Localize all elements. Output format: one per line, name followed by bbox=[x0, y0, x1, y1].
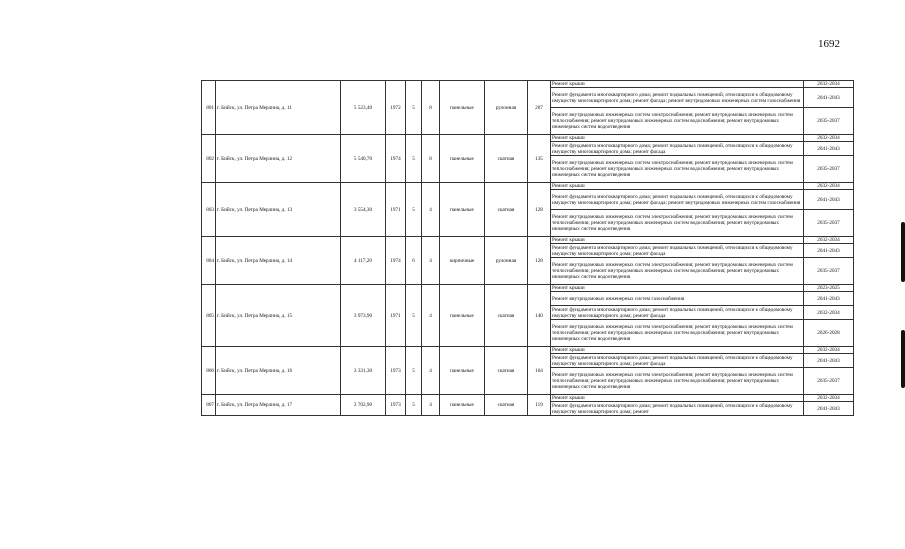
house-number: 803 bbox=[202, 183, 216, 237]
roof-type: скатная bbox=[485, 347, 528, 395]
repair-work-description: Ремонт фундамента многоквартирного дома; ремонт подвальных помещений, относящихся к общедомовому имуществу многоквартирного дома; ремонт фасада bbox=[551, 244, 804, 258]
wall-material: кирпичные bbox=[440, 237, 485, 285]
build-year: 1971 bbox=[386, 183, 406, 237]
wall-material: панельные bbox=[440, 285, 485, 347]
residents-count: 207 bbox=[528, 81, 551, 135]
roof-type: скатная bbox=[485, 183, 528, 237]
repair-period: 2032-2034 bbox=[804, 347, 854, 354]
repair-period: 2032-2034 bbox=[804, 237, 854, 244]
repair-period: 2035-2037 bbox=[804, 258, 854, 285]
residents-count: 164 bbox=[528, 347, 551, 395]
repair-work-description: Ремонт фундамента многоквартирного дома; ремонт подвальных помещений, относящихся к общедомовому имуществу многоквартирного дома; ремонт фасада; ремонт внутридомовых инженерных систем газоснабжения bbox=[551, 88, 804, 108]
house-address: г. Бийск, ул. Петра Мерлина, д. 16 bbox=[216, 347, 341, 395]
house-address: г. Бийск, ул. Петра Мерлина, д. 17 bbox=[216, 395, 341, 416]
repair-period: 2032-2034 bbox=[804, 183, 854, 190]
build-year: 1973 bbox=[386, 347, 406, 395]
roof-type: скатная bbox=[485, 395, 528, 416]
floors-count: 5 bbox=[406, 135, 422, 183]
scan-edge-mark bbox=[901, 330, 905, 388]
table-row bbox=[202, 347, 854, 354]
house-number: 801 bbox=[202, 81, 216, 135]
build-year: 1974 bbox=[386, 135, 406, 183]
repair-work-description: Ремонт фундамента многоквартирного дома; ремонт подвальных помещений, относящихся к общедомовому имуществу многоквартирного дома; ремонт bbox=[551, 402, 804, 416]
repair-period: 2041-2043 bbox=[804, 88, 854, 108]
repair-period: 2026-2028 bbox=[804, 320, 854, 347]
repair-period: 2041-2043 bbox=[804, 402, 854, 416]
repair-work-description: Ремонт крыши bbox=[551, 395, 804, 402]
capital-repair-table bbox=[201, 80, 854, 416]
wall-material: панельные bbox=[440, 135, 485, 183]
repair-work-description: Ремонт внутридомовых инженерных систем электроснабжения; ремонт внутридомовых инженерных систем теплоснабжения; ремонт внутридомовых инженерных систем водоснабжения; ремонт внутридомовых инженерных систем водоотведения bbox=[551, 156, 804, 183]
repair-work-description: Ремонт фундамента многоквартирного дома; ремонт подвальных помещений, относящихся к общедомовому имуществу многоквартирного дома; ремонт фасада bbox=[551, 354, 804, 368]
repair-period: 2041-2043 bbox=[804, 142, 854, 156]
repair-period: 2032-2034 bbox=[804, 135, 854, 142]
repair-work-description: Ремонт крыши bbox=[551, 237, 804, 244]
build-year: 1971 bbox=[386, 285, 406, 347]
repair-work-description: Ремонт фундамента многоквартирного дома; ремонт подвальных помещений, относящихся к общедомовому имуществу многоквартирного дома; ремонт фасада; ремонт внутридомовых инженерных систем газоснабжения bbox=[551, 190, 804, 210]
table-row bbox=[202, 237, 854, 244]
repair-period: 2041-2043 bbox=[804, 292, 854, 306]
repair-period: 2041-2043 bbox=[804, 190, 854, 210]
repair-period: 2032-2034 bbox=[804, 81, 854, 88]
house-number: 805 bbox=[202, 285, 216, 347]
repair-work-description: Ремонт крыши bbox=[551, 285, 804, 292]
repair-work-description: Ремонт фундамента многоквартирного дома; ремонт подвальных помещений, относящихся к общедомовому имуществу многоквартирного дома; ремонт фасада bbox=[551, 142, 804, 156]
house-area: 3 331,30 bbox=[341, 347, 386, 395]
house-address: г. Бийск, ул. Петра Мерлина, д. 13 bbox=[216, 183, 341, 237]
house-address: г. Бийск, ул. Петра Мерлина, д. 11 bbox=[216, 81, 341, 135]
house-area: 3 554,30 bbox=[341, 183, 386, 237]
house-address: г. Бийск, ул. Петра Мерлина, д. 12 bbox=[216, 135, 341, 183]
repair-period: 2035-2037 bbox=[804, 210, 854, 237]
table-row bbox=[202, 135, 854, 142]
house-area: 3 973,90 bbox=[341, 285, 386, 347]
house-number: 804 bbox=[202, 237, 216, 285]
repair-work-description: Ремонт крыши bbox=[551, 183, 804, 190]
scan-edge-mark bbox=[901, 222, 905, 282]
table-row bbox=[202, 183, 854, 190]
residents-count: 128 bbox=[528, 237, 551, 285]
house-number: 802 bbox=[202, 135, 216, 183]
repair-work-description: Ремонт внутридомовых инженерных систем электроснабжения; ремонт внутридомовых инженерных систем теплоснабжения; ремонт внутридомовых инженерных систем водоснабжения; ремонт внутридомовых инженерных систем водоотведения bbox=[551, 108, 804, 135]
entrances-count: 4 bbox=[422, 183, 440, 237]
repair-work-description: Ремонт внутридомовых инженерных систем электроснабжения; ремонт внутридомовых инженерных систем теплоснабжения; ремонт внутридомовых инженерных систем водоснабжения; ремонт внутридомовых инженерных систем водоотведения bbox=[551, 368, 804, 395]
roof-type: рулонная bbox=[485, 237, 528, 285]
build-year: 1974 bbox=[386, 237, 406, 285]
page-number: 1692 bbox=[818, 38, 840, 50]
house-area: 5 540,70 bbox=[341, 135, 386, 183]
house-area: 4 117,20 bbox=[341, 237, 386, 285]
house-address: г. Бийск, ул. Петра Мерлина, д. 14 bbox=[216, 237, 341, 285]
repair-work-description: Ремонт внутридомовых инженерных систем электроснабжения; ремонт внутридомовых инженерных систем теплоснабжения; ремонт внутридомовых инженерных систем водоснабжения; ремонт внутридомовых инженерных систем водоотведения bbox=[551, 258, 804, 285]
floors-count: 5 bbox=[406, 183, 422, 237]
wall-material: панельные bbox=[440, 183, 485, 237]
floors-count: 5 bbox=[406, 285, 422, 347]
table-row bbox=[202, 285, 854, 292]
entrances-count: 4 bbox=[422, 395, 440, 416]
floors-count: 6 bbox=[406, 237, 422, 285]
wall-material: панельные bbox=[440, 395, 485, 416]
table-row bbox=[202, 395, 854, 402]
repair-period: 2032-2034 bbox=[804, 395, 854, 402]
roof-type: рулонная bbox=[485, 81, 528, 135]
table-row bbox=[202, 81, 854, 88]
build-year: 1972 bbox=[386, 81, 406, 135]
roof-type: скатная bbox=[485, 285, 528, 347]
roof-type: скатная bbox=[485, 135, 528, 183]
floors-count: 5 bbox=[406, 347, 422, 395]
repair-work-description: Ремонт крыши bbox=[551, 135, 804, 142]
repair-period: 2035-2037 bbox=[804, 156, 854, 183]
repair-period: 2035-2037 bbox=[804, 108, 854, 135]
entrances-count: 4 bbox=[422, 347, 440, 395]
repair-work-description: Ремонт внутридомовых инженерных систем газоснабжения bbox=[551, 292, 804, 306]
residents-count: 140 bbox=[528, 285, 551, 347]
entrances-count: 8 bbox=[422, 81, 440, 135]
repair-period: 2023-2025 bbox=[804, 285, 854, 292]
floors-count: 5 bbox=[406, 81, 422, 135]
house-area: 5 523,40 bbox=[341, 81, 386, 135]
wall-material: панельные bbox=[440, 81, 485, 135]
house-number: 806 bbox=[202, 347, 216, 395]
residents-count: 128 bbox=[528, 183, 551, 237]
entrances-count: 4 bbox=[422, 237, 440, 285]
build-year: 1973 bbox=[386, 395, 406, 416]
entrances-count: 8 bbox=[422, 135, 440, 183]
repair-work-description: Ремонт фундамента многоквартирного дома; ремонт подвальных помещений, относящихся к общедомовому имуществу многоквартирного дома; ремонт фасада bbox=[551, 306, 804, 320]
residents-count: 135 bbox=[528, 135, 551, 183]
repair-period: 2041-2043 bbox=[804, 354, 854, 368]
repair-work-description: Ремонт внутридомовых инженерных систем электроснабжения; ремонт внутридомовых инженерных систем теплоснабжения; ремонт внутридомовых инженерных систем водоснабжения; ремонт внутридомовых инженерных систем водоотведения bbox=[551, 210, 804, 237]
house-number: 807 bbox=[202, 395, 216, 416]
entrances-count: 4 bbox=[422, 285, 440, 347]
residents-count: 119 bbox=[528, 395, 551, 416]
house-address: г. Бийск, ул. Петра Мерлина, д. 15 bbox=[216, 285, 341, 347]
repair-work-description: Ремонт крыши bbox=[551, 81, 804, 88]
house-area: 3 702,90 bbox=[341, 395, 386, 416]
repair-period: 2032-2034 bbox=[804, 306, 854, 320]
repair-period: 2041-2043 bbox=[804, 244, 854, 258]
wall-material: панельные bbox=[440, 347, 485, 395]
repair-work-description: Ремонт внутридомовых инженерных систем электроснабжения; ремонт внутридомовых инженерных систем теплоснабжения; ремонт внутридомовых инженерных систем водоснабжения; ремонт внутридомовых инженерных систем водоотведения bbox=[551, 320, 804, 347]
repair-work-description: Ремонт крыши bbox=[551, 347, 804, 354]
repair-period: 2035-2037 bbox=[804, 368, 854, 395]
floors-count: 5 bbox=[406, 395, 422, 416]
